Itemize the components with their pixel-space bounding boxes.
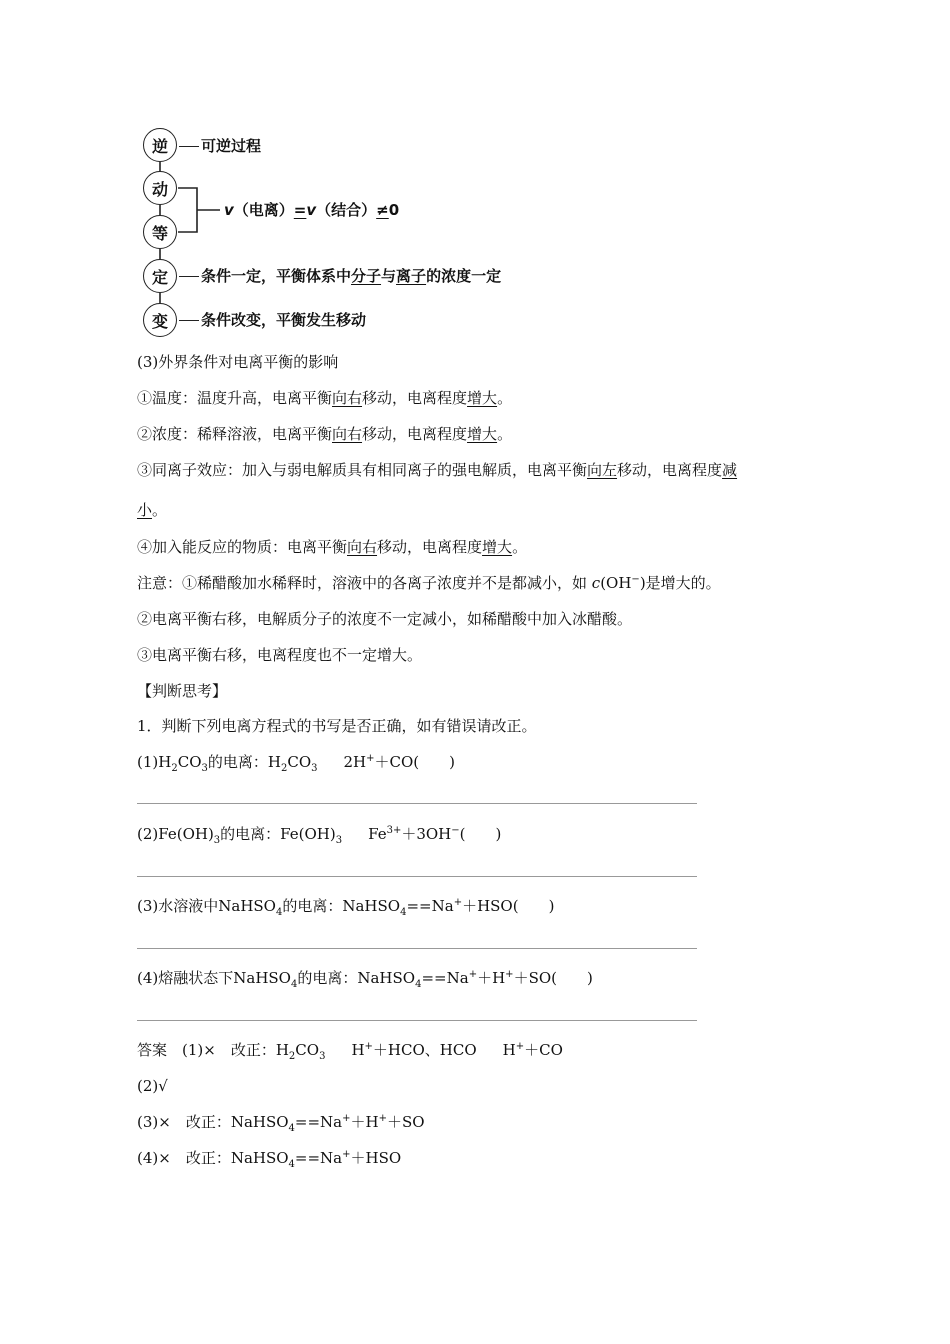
node-ni: 逆 <box>143 128 177 162</box>
section-3-heading: (3)外界条件对电离平衡的影响 <box>137 353 339 371</box>
answer-line-4 <box>137 1020 697 1021</box>
note-2: ②电离平衡右移，电解质分子的浓度不一定减小，如稀醋酸中加入冰醋酸。 <box>137 610 633 628</box>
question-3: (3)水溶液中NaHSO$_4$的电离：NaHSO$_4$==Na+＋HSO( ) <box>137 897 555 918</box>
answer-3: (3)× 改正：NaHSO$_4$==Na+＋H+＋SO <box>137 1113 425 1134</box>
item-common-ion: ③同离子效应：加入与弱电解质具有相同离子的强电解质，电离平衡向左移动，电离程度减 <box>137 461 738 479</box>
label-ding: 条件一定，平衡体系中分子与离子的浓度一定 <box>179 266 501 286</box>
answer-line-3 <box>137 948 697 949</box>
label-bian: 条件改变，平衡发生移动 <box>179 310 366 330</box>
item-reactive-substance: ④加入能反应的物质：电离平衡向右移动，电离程度增大。 <box>137 538 528 556</box>
label-dong-deng: v（电离）=v（结合）≠0 <box>224 201 400 219</box>
item-common-ion-cont: 小。 <box>137 501 168 519</box>
node-ding: 定 <box>143 259 177 293</box>
answer-2: (2)√ <box>137 1077 168 1095</box>
item-temperature: ①温度：温度升高，电离平衡向右移动，电离程度增大。 <box>137 389 513 407</box>
answer-4: (4)× 改正：NaHSO$_4$==Na+＋HSO <box>137 1149 402 1170</box>
question-2: $(2)Fe(OH)_3$的电离：$Fe(OH)_3$ $Fe^{3+}+3OH^-$( ) <box>137 825 502 846</box>
question-4: (4)熔融状态下NaHSO$_4$的电离：NaHSO$_4$==Na+＋H+＋SO( ) <box>137 969 593 990</box>
node-deng: 等 <box>143 215 177 249</box>
answer-line-1 <box>137 803 697 804</box>
note-3: ③电离平衡右移，电离程度也不一定增大。 <box>137 646 423 664</box>
judge-title: 【判断思考】 <box>137 682 228 700</box>
node-dong: 动 <box>143 171 177 205</box>
note-1: 注意：①稀醋酸加水稀释时，溶液中的各离子浓度并不是都减小，如 c(OH−)是增大的。 <box>137 574 721 592</box>
label-ni: 可逆过程 <box>179 136 261 156</box>
node-bian: 变 <box>143 303 177 337</box>
diagram-connectors <box>0 0 950 360</box>
question-1: $(1)H_2CO_3$的电离：$H_2CO_3$ 2H+＋CO( ) <box>137 753 455 774</box>
answer-line-2 <box>137 876 697 877</box>
judge-question: 1．判断下列电离方程式的书写是否正确，如有错误请改正。 <box>137 717 537 735</box>
answer-1: 答案 (1)× 改正：$H_2CO_3$ H+＋HCO、HCO H+＋CO <box>137 1041 563 1062</box>
item-concentration: ②浓度：稀释溶液，电离平衡向右移动，电离程度增大。 <box>137 425 513 443</box>
